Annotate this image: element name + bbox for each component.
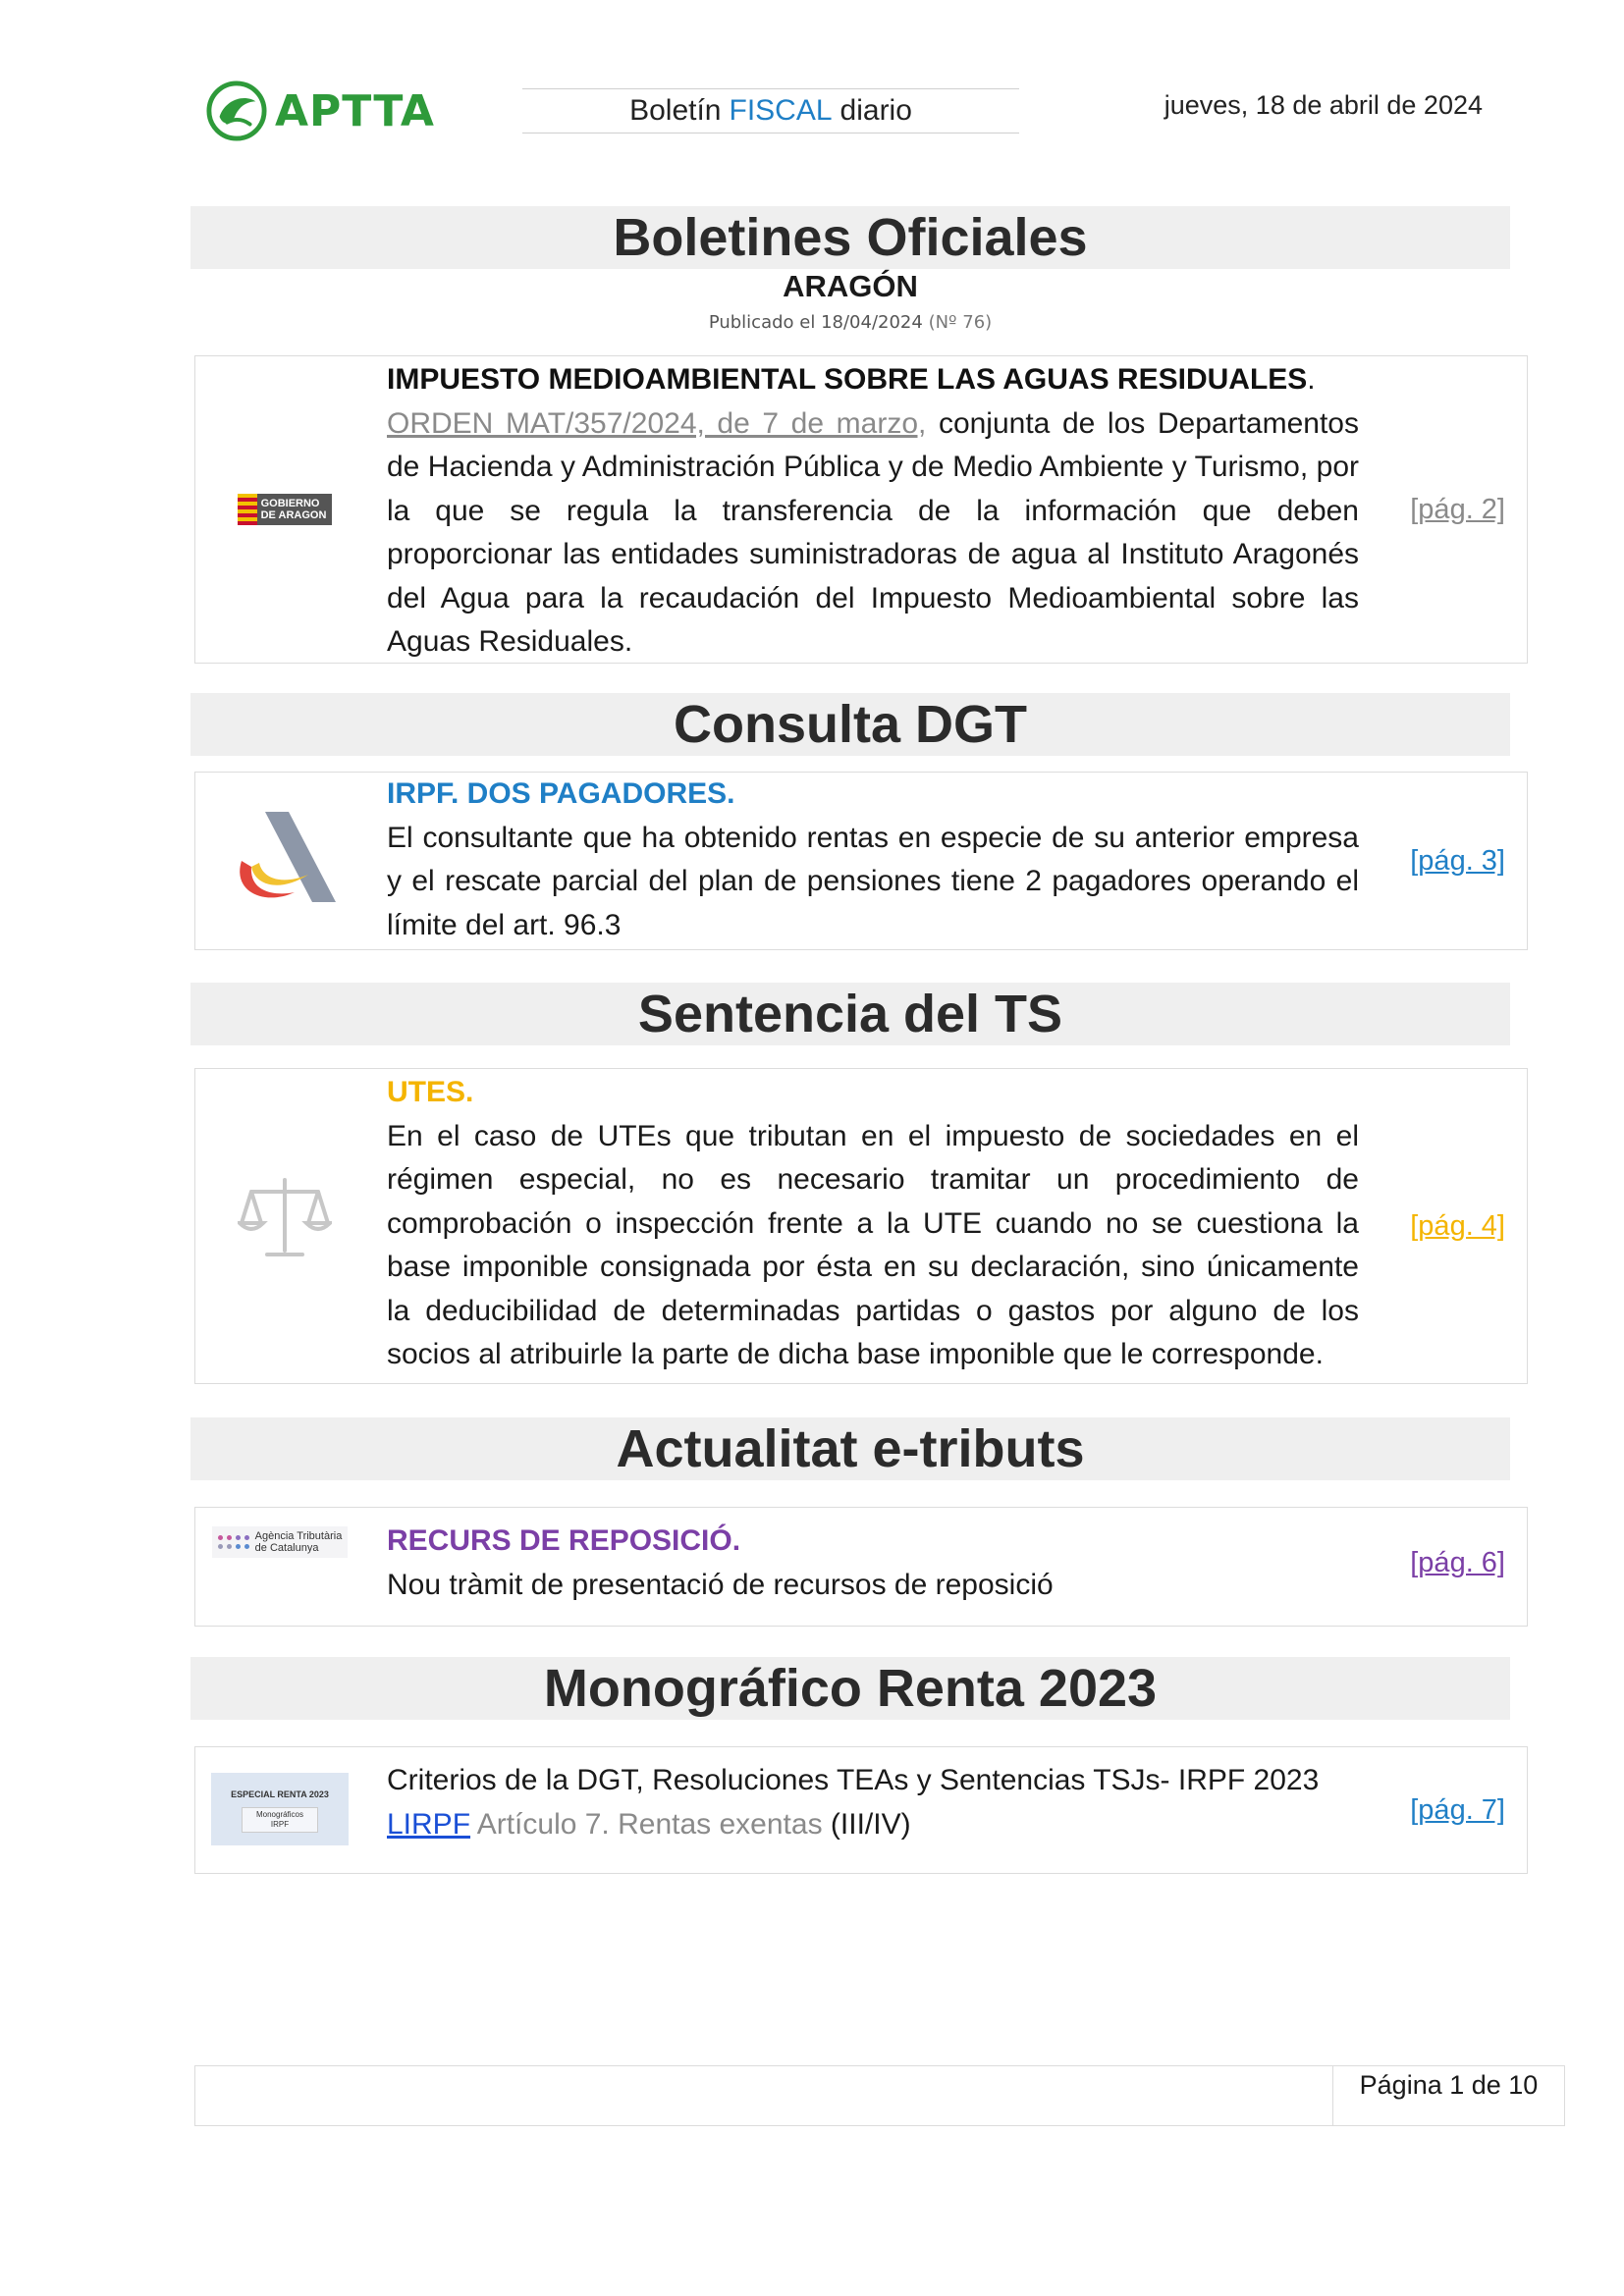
aptta-logo: [206, 79, 461, 143]
page-link-7[interactable]: [pág. 7]: [1410, 1794, 1505, 1826]
section-title-consulta-dgt: Consulta DGT: [190, 693, 1510, 756]
entry-gray-text: Artículo 7. Rentas exentas: [470, 1807, 823, 1841]
logo-text: APTTA: [275, 85, 435, 136]
entry-body: Nou tràmit de presentació de recursos de reposició: [387, 1568, 1054, 1601]
entry-text: [387, 1520, 1359, 1607]
catalunya-logo-line2: de Catalunya: [254, 1542, 319, 1554]
page-footer: [194, 2065, 1565, 2126]
section-title-actualitat: Actualitat e-tributs: [190, 1417, 1510, 1480]
orden-mat-link[interactable]: ORDEN MAT/357/2024, de 7 de marzo,: [387, 406, 927, 440]
page-number: Página 1 de 10: [1332, 2066, 1564, 2125]
aragon-logo-line2: DE ARAGON: [260, 509, 327, 521]
section-title-sentencia-ts: Sentencia del TS: [190, 983, 1510, 1045]
page-link-3[interactable]: [pág. 3]: [1410, 845, 1505, 877]
entry-lead: IMPUESTO MEDIOAMBIENTAL SOBRE LAS AGUAS RESIDUALES: [387, 363, 1308, 396]
entry-lead: RECURS DE REPOSICIÓ.: [387, 1524, 741, 1557]
entry-suffix: (III/IV): [822, 1807, 911, 1841]
catalunya-logo-line1: Agència Tributària: [254, 1530, 343, 1542]
thumbnail-title: ESPECIAL RENTA 2023: [231, 1789, 329, 1799]
entry-body: conjunta de los Departamentos de Hacienda y Administración Pública y de Medio Ambiente y Turismo, por la que se regula la transferencia de la información que deben proporcionar las entidades suministradoras de agua al Instituto Aragonés del Agua para la recaudación del Impuesto Medioambiental sobre las Aguas Residuales.: [387, 406, 1359, 658]
entry-body: El consultante que ha obtenido rentas en especie de su anterior empresa y el rescate parcial del plan de pensiones tiene 2 pagadores operando el límite del art. 96.3: [387, 821, 1359, 941]
published-date: Publicado el 18/04/2024: [708, 312, 923, 333]
entry-sentencia-ts: [194, 1068, 1528, 1384]
entry-text: [387, 1759, 1359, 1846]
agencia-tributaria-logo-icon: [211, 784, 358, 932]
gobierno-aragon-logo-icon: [211, 494, 358, 525]
entry-boletin-aragon: [194, 355, 1528, 664]
aragon-logo-line1: GOBIERNO: [260, 498, 320, 509]
entry-lead: IRPF. DOS PAGADORES.: [387, 777, 735, 810]
published-info: [190, 312, 1510, 333]
scales-of-justice-icon: [211, 1163, 358, 1271]
published-number: (Nº 76): [928, 312, 993, 333]
page-link-2[interactable]: [pág. 2]: [1410, 494, 1505, 525]
bulletin-date: jueves, 18 de abril de 2024: [1164, 90, 1483, 120]
agencia-tributaria-catalunya-logo-icon: [211, 1518, 349, 1567]
entry-consulta-dgt: [194, 772, 1528, 950]
entry-lead: UTES.: [387, 1076, 474, 1108]
section-title-monografico: Monográfico Renta 2023: [190, 1657, 1510, 1720]
thumbnail-label-2: IRPF: [270, 1820, 290, 1829]
page-link-4[interactable]: [pág. 4]: [1410, 1210, 1505, 1242]
especial-renta-thumbnail-icon: [211, 1773, 349, 1845]
lirpf-link[interactable]: LIRPF: [387, 1807, 471, 1841]
entry-text: [387, 773, 1359, 947]
aptta-emblem-icon: [206, 80, 267, 141]
entry-text: [387, 1071, 1359, 1377]
bulletin-prefix: Boletín: [629, 94, 722, 127]
entry-text: [387, 358, 1359, 665]
agencia-tributaria-icon: [226, 804, 344, 912]
section-subtitle-aragon: ARAGÓN: [783, 269, 918, 303]
thumbnail-label-1: Monográficos: [255, 1810, 304, 1819]
entry-lead-suffix: .: [1307, 363, 1316, 396]
page-link-6[interactable]: [pág. 6]: [1410, 1547, 1505, 1578]
entry-body: En el caso de UTEs que tributan en el impuesto de sociedades en el régimen especial, no es necesario tramitar un procedimiento de comprobación o inspección frente a la UTE cuando no se cuestiona la base imponible consignada por ésta en su declaración, sino únicamente la deducibilidad de determinadas partidas o gastos por alguno de los socios al atribuirle la parte de dicha base imponible que le corresponde.: [387, 1119, 1359, 1370]
entry-monografico: [194, 1746, 1528, 1874]
section-title-boletines: Boletines Oficiales: [190, 206, 1510, 269]
bulletin-accent: FISCAL: [729, 94, 833, 127]
entry-line1: Criterios de la DGT, Resoluciones TEAs y Sentencias TSJs- IRPF 2023: [387, 1764, 1320, 1796]
bulletin-title: [522, 88, 1019, 133]
bulletin-suffix: diario: [839, 94, 912, 127]
entry-actualitat: [194, 1507, 1528, 1627]
